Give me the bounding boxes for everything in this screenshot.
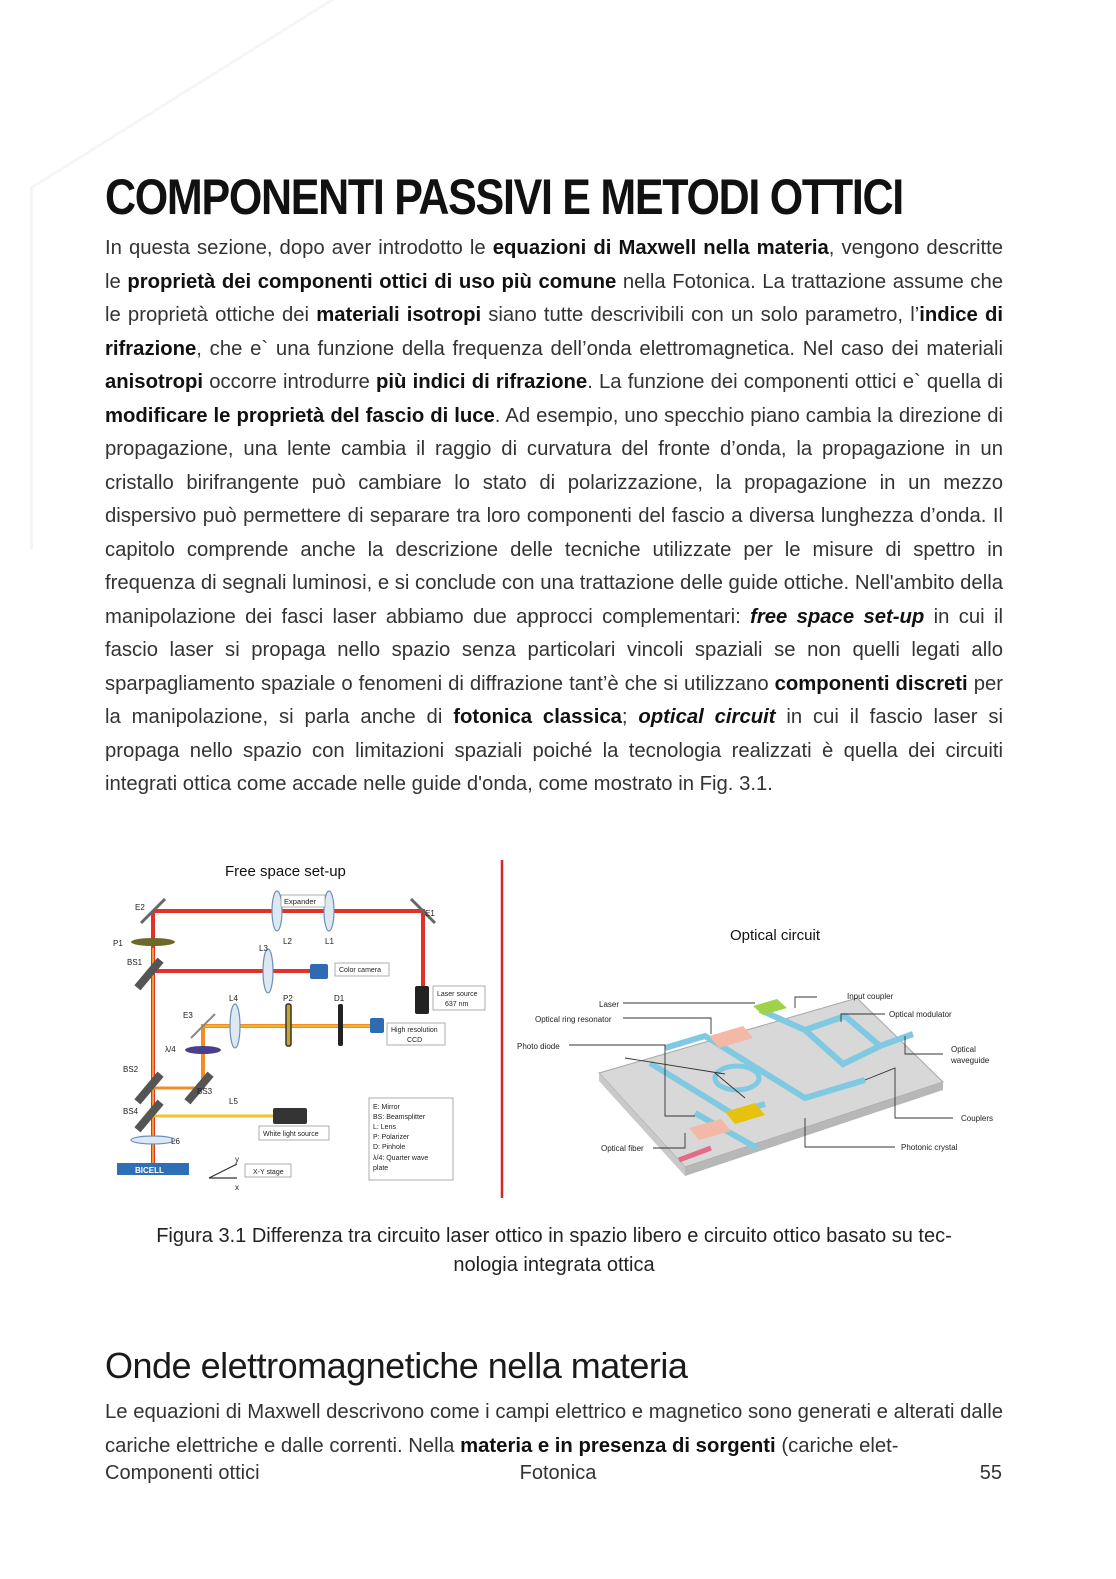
svg-text:White light source: White light source — [263, 1131, 319, 1138]
footer-page-number: 55 — [979, 1462, 1002, 1484]
text-segment-2: (cariche elet- — [775, 1434, 899, 1457]
emphasis-1: equazioni di Maxwell nella materia — [492, 237, 829, 259]
chapter-title: COMPONENTI PASSIVI E METODI OTTICI — [105, 169, 903, 225]
text-segment-4: nella Fotonica. La trattazione assume che le proprietà ottiche dei — [105, 270, 1003, 326]
caption-line-1: Figura 3.1 Differenza tra circuito laser ottico in spazio libero e circuito ottico basato su tec- — [156, 1225, 952, 1247]
svg-text:waveguide: waveguide — [951, 1056, 990, 1065]
emphasis-11: più indici di rifrazione — [375, 371, 588, 393]
text-segment-12: . La funzione dei componenti ottici e` quella di — [587, 371, 1003, 393]
intro-paragraph — [105, 232, 1003, 802]
svg-text:Input coupler: Input coupler — [847, 992, 894, 1001]
polarizer-p2-shape — [286, 1004, 291, 1046]
svg-text:Color camera: Color camera — [339, 967, 382, 974]
quarter-wave-plate-shape — [185, 1046, 221, 1054]
svg-text:Optical fiber: Optical fiber — [601, 1144, 644, 1153]
emphasis-7: indice di rifrazione — [105, 304, 1003, 360]
lens-l2-shape — [272, 891, 282, 931]
svg-text:L1: L1 — [325, 937, 334, 946]
text-segment-0: In questa sezione, dopo aver introdotto le — [105, 237, 493, 259]
color-camera-shape — [310, 964, 328, 979]
lens-l6-shape — [131, 1136, 175, 1144]
svg-text:D: Pinhole: D: Pinhole — [373, 1144, 406, 1151]
laser-source-shape — [415, 986, 429, 1014]
text-segment-18: per la manipolazione, si parla anche di — [105, 672, 1004, 728]
free-space-title: Free space set-up — [225, 863, 346, 880]
svg-text:BS1: BS1 — [127, 958, 143, 967]
polarizer-p1-shape — [131, 938, 175, 946]
emphasis-3: proprietà dei componenti ottici di uso più comune — [127, 270, 617, 293]
text-segment-0: Le equazioni di Maxwell descrivono come i campi elettrico e magnetico sono generati e alterati dalle cariche elettriche e dalle correnti. Nella — [105, 1401, 1003, 1457]
svg-text:x: x — [235, 1183, 239, 1192]
svg-text:y: y — [235, 1155, 239, 1164]
svg-text:L4: L4 — [229, 994, 238, 1003]
svg-text:plate: plate — [373, 1165, 389, 1172]
svg-text:λ/4: λ/4 — [165, 1045, 176, 1054]
svg-text:L2: L2 — [283, 937, 292, 946]
svg-text:637 nm: 637 nm — [445, 1001, 469, 1008]
lens-l1-shape — [324, 891, 334, 931]
svg-text:Laser: Laser — [599, 1000, 620, 1009]
svg-text:λ/4: Quarter wave: λ/4: Quarter wave — [373, 1155, 429, 1162]
text-segment-20: ; — [621, 706, 639, 728]
svg-text:D1: D1 — [334, 994, 345, 1003]
svg-text:X-Y stage: X-Y stage — [253, 1169, 284, 1176]
text-segment-2: , vengono descritte le — [105, 237, 1003, 293]
svg-text:L5: L5 — [229, 1097, 238, 1106]
svg-text:P1: P1 — [113, 939, 123, 948]
emphasis-13: modificare le proprietà del fascio di luce — [105, 404, 495, 427]
photonic-chip — [599, 998, 943, 1176]
svg-text:L3: L3 — [259, 944, 268, 953]
emphasis-19: fotonica classica — [453, 706, 622, 728]
footer-left: Componenti ottici — [105, 1462, 260, 1484]
text-segment-14: . Ad esempio, uno specchio piano cambia la direzione di propagazione, una lente cambia il raggio di curvatura del fronte d’onda, la propagazione in un cristallo birifrangente può cambiare lo stato di polarizzazione, la propagazione in un mezzo dispersivo può permettere di separare tra loro componenti del fascio a diversa lunghezza d’onda. Il capitolo comprende anche la descrizione delle tecniche utilizzate per le misure di spettro in frequenza di segnali luminosi, e si conclude con una trattazione delle guide ottiche. Nell'ambito della manipolazione dei fasci laser abbiamo due approcci complementari: — [105, 404, 1003, 628]
svg-text:Optical ring resonator: Optical ring resonator — [535, 1015, 612, 1024]
section-paragraph — [105, 1396, 1003, 1463]
svg-text:Laser source: Laser source — [437, 991, 478, 998]
emphasis-21: optical circuit — [638, 706, 776, 728]
svg-text:Couplers: Couplers — [961, 1114, 994, 1123]
svg-text:Optical: Optical — [951, 1045, 976, 1054]
caption-line-2: nologia integrata ottica — [453, 1254, 655, 1276]
emphasis-15: free space set-up — [750, 605, 925, 628]
figure-illustration — [105, 858, 1003, 1204]
svg-text:BS3: BS3 — [197, 1087, 213, 1096]
emphasis-5: materiali isotropi — [316, 304, 482, 326]
svg-text:P2: P2 — [283, 994, 293, 1003]
optical-circuit-title: Optical circuit — [730, 927, 821, 944]
svg-text:CCD: CCD — [407, 1037, 423, 1044]
svg-text:BS: Beamsplitter: BS: Beamsplitter — [373, 1114, 426, 1121]
emphasis-17: componenti discreti — [774, 672, 968, 695]
text-segment-10: occorre introdurre — [203, 371, 376, 393]
svg-text:Photonic crystal: Photonic crystal — [901, 1143, 958, 1152]
svg-text:BICELL: BICELL — [135, 1166, 164, 1175]
emphasis-1: materia e in presenza di sorgenti — [460, 1434, 776, 1457]
lens-l4-shape — [230, 1004, 240, 1048]
lens-l3-shape — [263, 949, 273, 993]
figure-caption — [105, 1222, 1003, 1280]
figure-3-1 — [105, 858, 1003, 1204]
svg-text:BS2: BS2 — [123, 1065, 139, 1074]
text-segment-22: in cui il fascio laser si propaga nello spazio con limitazioni spaziali poiché la tecnologia realizzati è quella dei circuiti integrati ottica come accade nelle guide d'onda, come mostrato in Fig. 3.1. — [105, 706, 1004, 795]
white-light-source-shape — [273, 1108, 307, 1124]
footer-center: Fotonica — [519, 1462, 597, 1484]
svg-text:Expander: Expander — [284, 897, 317, 906]
svg-text:E1: E1 — [425, 909, 435, 918]
section-title: Onde elettromagnetiche nella materia — [105, 1345, 688, 1386]
text-segment-16: in cui il fascio laser si propaga nello spazio senza particolari vincoli spaziali se non quelli legati allo sparpagliamento spaziale o fenomeni di diffrazione tant’è che si utilizzano — [105, 605, 1004, 695]
svg-text:E2: E2 — [135, 903, 145, 912]
svg-text:BS4: BS4 — [123, 1107, 139, 1116]
hires-ccd-shape — [370, 1018, 384, 1033]
emphasis-9: anisotropi — [105, 371, 204, 393]
svg-text:Photo diode: Photo diode — [517, 1042, 560, 1051]
svg-text:P: Polarizer: P: Polarizer — [373, 1134, 410, 1141]
svg-text:L: Lens: L: Lens — [373, 1124, 396, 1131]
svg-text:Optical modulator: Optical modulator — [889, 1010, 952, 1019]
svg-text:L6: L6 — [171, 1137, 180, 1146]
svg-text:E: Mirror: E: Mirror — [373, 1104, 400, 1111]
text-segment-8: , che e` una funzione della frequenza dell’onda elettromagnetica. Nel caso dei materiali — [196, 337, 1003, 360]
pinhole-d1-shape — [338, 1004, 343, 1046]
text-segment-6: siano tutte descrivibili con un solo parametro, l’ — [481, 304, 920, 326]
svg-text:High resolution: High resolution — [391, 1027, 438, 1034]
svg-text:E3: E3 — [183, 1011, 193, 1020]
